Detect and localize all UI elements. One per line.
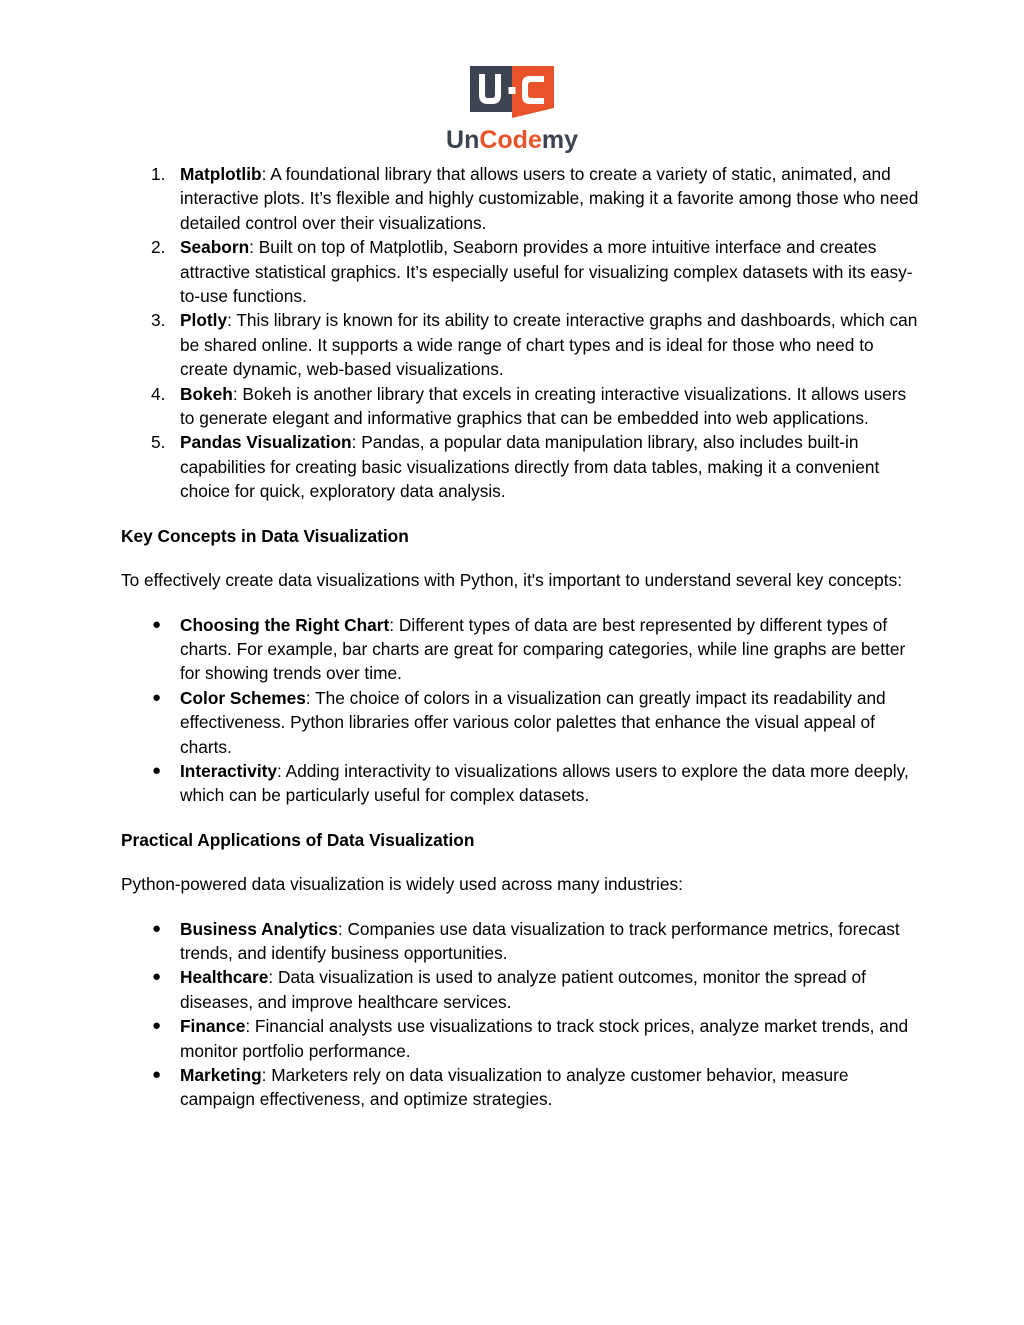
list-item-color-schemes [121,686,921,759]
term-description: : Companies use data visualization to track performance metrics, forecast trends, and identify business opportunities. [180,918,900,963]
term-label: Finance [180,1016,246,1037]
logo-dot [509,87,516,94]
list-number: 5. [151,432,166,453]
logo-wordmark [446,126,578,154]
term-description: : Data visualization is used to analyze patient outcomes, monitor the spread of diseases, and improve healthcare services. [180,967,866,1012]
term-label: Interactivity [180,760,278,781]
list-number: 1. [151,164,166,184]
list-item-marketing [121,1063,921,1112]
term-label: Color Schemes [180,687,306,708]
bullet-icon: ● [152,1066,162,1083]
uncodemy-logo [442,62,582,154]
list-item-healthcare [121,965,921,1014]
logo-wordmark-part2: Code [479,126,542,154]
list-item-business-analytics [121,917,921,966]
list-item-choosing-chart [121,613,921,686]
key-concepts-intro: To effectively create data visualizations with Python, it's important to understand several key concepts: [121,570,903,591]
term-label: Marketing [180,1065,262,1085]
term-description: : Built on top of Matplotlib, Seaborn provides a more intuitive interface and creates attractive statistical graphics. It’s especially useful for visualizing complex datasets with its easy-to-use functions. [180,237,913,307]
term-description: : Adding interactivity to visualizations allows users to explore the data more deeply, which can be particularly useful for complex datasets. [180,760,909,806]
term-description: : Financial analysts use visualizations to track stock prices, analyze market trends, and monitor portfolio performance. [180,1016,909,1061]
term-description: : This library is known for its ability to create interactive graphs and dashboards, which can be shared online. It supports a wide range of chart types and is ideal for those who need to create dynamic, web-based visualizations. [180,310,918,380]
list-item-finance [121,1014,921,1063]
list-item-plotly [121,308,921,381]
term-label: Business Analytics [180,918,338,939]
section-heading-applications: Practical Applications of Data Visualization [121,829,475,850]
term-label: Pandas Visualization [180,432,352,453]
document-body [121,162,921,1112]
applications-intro: Python-powered data visualization is widely used across many industries: [121,874,683,895]
list-item-seaborn [121,235,921,308]
list-item-bokeh [121,382,921,431]
logo-left-block [470,66,512,112]
logo-wordmark-part3: my [541,126,578,154]
libraries-list [121,162,921,504]
uncodemy-logo-graphic [442,62,582,154]
term-description: : Pandas, a popular data manipulation library, also includes built-in capabilities for creating basic visualizations directly from data tables, making it a convenient choice for quick, exploratory data analysis. [180,432,880,502]
term-description: : The choice of colors in a visualization can greatly impact its readability and effectiveness. Python libraries offer various color palettes that enhance the visual appeal of charts. [180,687,886,757]
list-item-pandas-visualization [121,430,921,503]
key-concepts-list [121,613,921,808]
bullet-icon: ● [152,1017,162,1035]
term-label: Bokeh [180,383,233,404]
term-label: Healthcare [180,967,269,988]
list-item-interactivity [121,759,921,808]
term-label: Seaborn [180,237,250,258]
section-heading-key-concepts: Key Concepts in Data Visualization [121,525,409,546]
bullet-icon: ● [152,761,162,779]
term-label: Matplotlib [180,164,262,184]
term-description: : Marketers rely on data visualization to analyze customer behavior, measure campaign effectiveness, and optimize strategies. [180,1065,849,1110]
bullet-icon: ● [152,968,162,986]
term-description: : Bokeh is another library that excels in creating interactive visualizations. It allows users to generate elegant and informative graphics that can be embedded into web applications. [180,383,907,429]
bullet-icon: ● [152,688,162,706]
term-description: : A foundational library that allows users to create a variety of static, animated, and interactive plots. It’s flexible and highly customizable, making it a favorite among those who need detailed control over their visualizations. [180,164,919,233]
bullet-icon: ● [152,615,162,633]
term-label: Choosing the Right Chart [180,614,390,635]
applications-list [121,917,921,1112]
list-item-matplotlib [121,162,921,235]
list-number: 2. [151,237,166,258]
term-label: Plotly [180,310,228,331]
term-description: : Different types of data are best represented by different types of charts. For example, bar charts are great for comparing categories, while line graphs are better for showing trends over time. [180,614,906,684]
logo-wordmark-part1: Un [446,126,480,154]
logo-right-block [512,66,554,118]
bullet-icon: ● [152,919,162,937]
list-number: 4. [151,383,166,404]
list-number: 3. [151,310,166,331]
